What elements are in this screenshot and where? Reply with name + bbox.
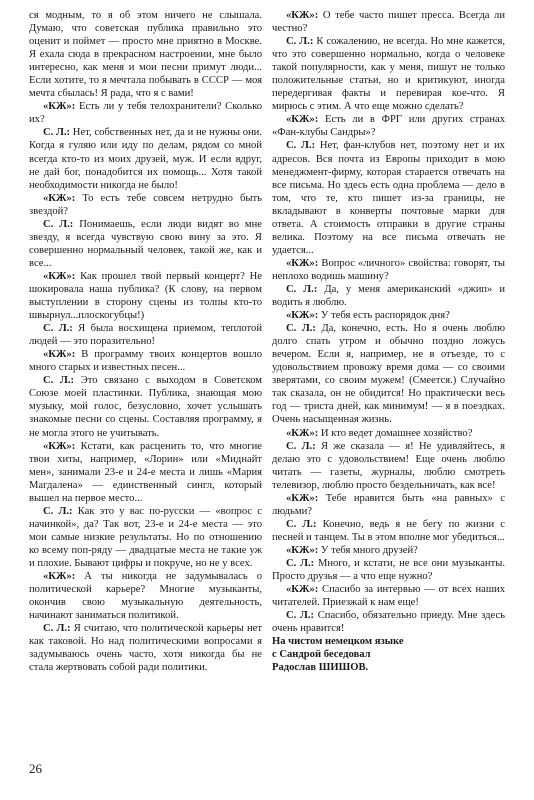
byline-author: Радослав ШИШОВ. — [272, 662, 369, 674]
speaker-label: С. Л.: — [286, 140, 316, 152]
speaker-label: «КЖ»: — [43, 571, 76, 583]
question-paragraph — [29, 570, 262, 622]
answer-paragraph — [272, 440, 505, 492]
question-paragraph — [29, 192, 262, 218]
question-paragraph — [272, 113, 505, 139]
paragraph-text: Конечно, ведь я не бегу по жизни с песней и танцем. Ты в этом вполне мог убедиться... — [272, 518, 505, 543]
paragraph-text: Вопрос «личного» свойства: говорят, ты неплохо водишь машину? — [272, 257, 505, 282]
speaker-label: «КЖ»: — [286, 114, 319, 126]
speaker-label: С. Л.: — [286, 283, 318, 295]
answer-paragraph — [29, 374, 262, 439]
answer-paragraph — [29, 218, 262, 270]
answer-paragraph — [272, 518, 505, 544]
paragraph-text: Я была восхищена приемом, теплотой людей — это поразительно! — [29, 323, 262, 348]
paragraph — [29, 9, 262, 100]
answer-paragraph — [272, 557, 505, 583]
speaker-label: «КЖ»: — [286, 427, 319, 439]
speaker-label: «КЖ»: — [286, 544, 319, 556]
paragraph-text: То есть тебе совсем нетрудно быть звездой? — [29, 192, 262, 217]
paragraph-text: Я же сказала — я! Не удивляйтесь, я делаю это с удовольствием! Еще очень люблю читать — газеты, журналы, люблю смотреть телевизор, люблю просто бездельничать, как все! — [272, 440, 505, 491]
question-paragraph — [29, 440, 262, 505]
paragraph-text: Как это у вас по-русски — «вопрос с начинкой», да? Так вот, 23-е и 24-е места — это мои самые низкие результаты. Но по отношению ко всему поп-ряду — двадцатые места не такие уж и плохие. Бывают цифры и покруче, но не у всех. — [29, 505, 262, 569]
paragraph-text: О тебе часто пишет пресса. Всегда ли честно? — [272, 10, 505, 35]
speaker-label: С. Л.: — [43, 375, 75, 387]
question-paragraph — [272, 583, 505, 609]
question-paragraph — [29, 100, 262, 126]
page-number: 26 — [29, 761, 42, 776]
speaker-label: «КЖ»: — [43, 440, 76, 452]
answer-paragraph — [272, 35, 505, 113]
paragraph-text: Нет, фан-клубов нет, поэтому нет и их адресов. Вся почта из Европы приходит в мою менеджмент-фирму, которая старается отвечать на все письма. Но здесь есть одна проблема — дело в том, что те, кто пишет из-за границы, не вкладывают в конверты почтовые марки для ответа. А стоимость отправки в другие страны велика. Поэтому на все письма отвечать не удается... — [272, 140, 505, 256]
question-paragraph — [272, 544, 505, 557]
speaker-label: С. Л.: — [43, 623, 71, 635]
paragraph-text: Да, конечно, есть. Но я очень люблю долго спать утром и обычно поздно ложусь вечером. Если я, например, не в отъезде, то с удовольствием провожу время дома — со своими зверятами, со своим мужем! (Смеется.) Случайно так сказала, он не обидится! Но практически весь год — триста дней, как минимум! — я в поездках. Очень насыщенная жизнь. — [272, 323, 505, 426]
question-paragraph — [29, 270, 262, 322]
paragraph-text: У тебя много друзей? — [318, 544, 418, 556]
paragraph-text: Это связано с выходом в Советском Союзе моей пластинки. Публика, знающая мою музыку, мой голос, безусловно, хочет услышать знакомые песни со сцены. Составляя программу, я не могла этого не учитывать. — [29, 375, 262, 439]
speaker-label: «КЖ»: — [43, 270, 76, 282]
speaker-label: «КЖ»: — [43, 349, 76, 361]
question-paragraph — [272, 492, 505, 518]
speaker-label: С. Л.: — [286, 440, 316, 452]
paragraph-text: ся модным, то я об этом ничего не слышала. Думаю, что советская публика правильно это оценит и поймет — просто мне приятно в Москве. Я ехала сюда в прекрасном настроении, мне было интересно, как меня и мои песни примут люди... Если хотите, то я мечтала побывать в СССР — моя мечта сбылась! Я рада, что я с вами! — [29, 10, 262, 100]
left-column — [29, 9, 262, 674]
speaker-label: С. Л.: — [286, 323, 316, 335]
paragraph-text: Есть ли у тебя телохранители? Сколько их? — [29, 101, 262, 126]
paragraph-text: Я считаю, что политической карьеры нет как таковой. Но над политическими вопросами я задумываюсь очень часто, хотя никогда бы не стала жертвовать собой ради политики. — [29, 623, 262, 674]
paragraph-text: Как прошел твой первый концерт? Не шокировала наша публика? (К слову, на первом выступлении в сторону сцены из толпы кто-то швырнул...плоскогубцы!) — [29, 270, 262, 322]
paragraph-text: К сожалению, не всегда. Но мне кажется, что это совершенно нормально, когда о человеке такой популярности, как у меня, пишут не только положительные статьи, но и критикуют, иногда передергивая факты и перевирая кое-что. Я мирюсь с этим. А что еще можно сделать? — [272, 36, 505, 113]
paragraph-text: Есть ли в ФРГ или других странах «Фан-клубы Сандры»? — [272, 114, 505, 139]
speaker-label: «КЖ»: — [286, 492, 319, 504]
paragraph-text: У тебя есть распорядок дня? — [318, 310, 450, 322]
paragraph-text: Спасибо за интервью — от всех наших читателей. Приезжай к нам еще! — [272, 584, 505, 609]
speaker-label: «КЖ»: — [43, 192, 76, 204]
byline-line: На чистом немецком языке — [272, 636, 404, 648]
answer-paragraph — [272, 322, 505, 426]
speaker-label: «КЖ»: — [286, 257, 319, 269]
paragraph-text: А ты никогда не задумывалась о политической карьере? Многие музыканты, окончив свою музыкальную деятельность, начинают заниматься политикой. — [29, 571, 262, 622]
speaker-label: С. Л.: — [43, 218, 74, 230]
speaker-label: «КЖ»: — [286, 10, 319, 21]
right-column — [272, 9, 505, 674]
answer-paragraph — [272, 283, 505, 309]
answer-paragraph — [29, 622, 262, 674]
speaker-label: «КЖ»: — [43, 101, 76, 113]
speaker-label: «КЖ»: — [286, 310, 319, 322]
answer-paragraph — [272, 139, 505, 256]
paragraph-text: Тебе нравится быть «на равных» с людьми? — [272, 492, 505, 517]
paragraph-text: И кто ведет домашнее хозяйство? — [318, 427, 473, 439]
speaker-label: С. Л.: — [43, 323, 73, 335]
speaker-label: С. Л.: — [43, 505, 73, 517]
paragraph-text: Много, и кстати, не все они музыканты. Просто друзья — а что еще нужно? — [272, 557, 505, 583]
speaker-label: «КЖ»: — [286, 584, 319, 596]
question-paragraph — [29, 348, 262, 374]
question-paragraph — [272, 309, 505, 322]
answer-paragraph — [29, 322, 262, 348]
speaker-label: С. Л.: — [43, 127, 71, 139]
question-paragraph — [272, 257, 505, 283]
paragraph-text: Кстати, как расценить то, что многие твои хиты, например, «Лорин» или «Миднайт мен», занимали 23-е и 24-е места и лишь «Мария Магдалена» — единственный сингл, который вышел на первое место... — [29, 440, 262, 504]
paragraph-text: Спасибо, обязательно приеду. Мне здесь очень нравится! — [272, 610, 505, 635]
speaker-label: С. Л.: — [286, 36, 314, 48]
speaker-label: С. Л.: — [286, 518, 317, 530]
answer-paragraph — [29, 505, 262, 570]
paragraph-text: Нет, собственных нет, да и не нужны они. Когда я гуляю или иду по делам, рядом со мной всегда кто-то из моих друзей, муж. И если вдруг, не дай бог, понадобится их помощь... Хотя такой необходимости никогда не было! — [29, 127, 262, 191]
paragraph-text: Да, у меня американский «джип» и водить я люблю. — [272, 283, 505, 309]
answer-paragraph — [272, 609, 505, 635]
paragraph-text: Понимаешь, если люди видят во мне звезду, я всегда чувствую свою вину за это. Я совершенно нормальный человек, такой же, как и все... — [29, 218, 262, 269]
paragraph-text: В программу твоих концертов вошло много старых и известных песен... — [29, 349, 262, 374]
question-paragraph — [272, 427, 505, 440]
question-paragraph — [272, 9, 505, 35]
byline-line: с Сандрой беседовал — [272, 649, 371, 661]
speaker-label: С. Л.: — [286, 557, 315, 569]
speaker-label: С. Л.: — [286, 610, 315, 622]
answer-paragraph — [29, 126, 262, 191]
